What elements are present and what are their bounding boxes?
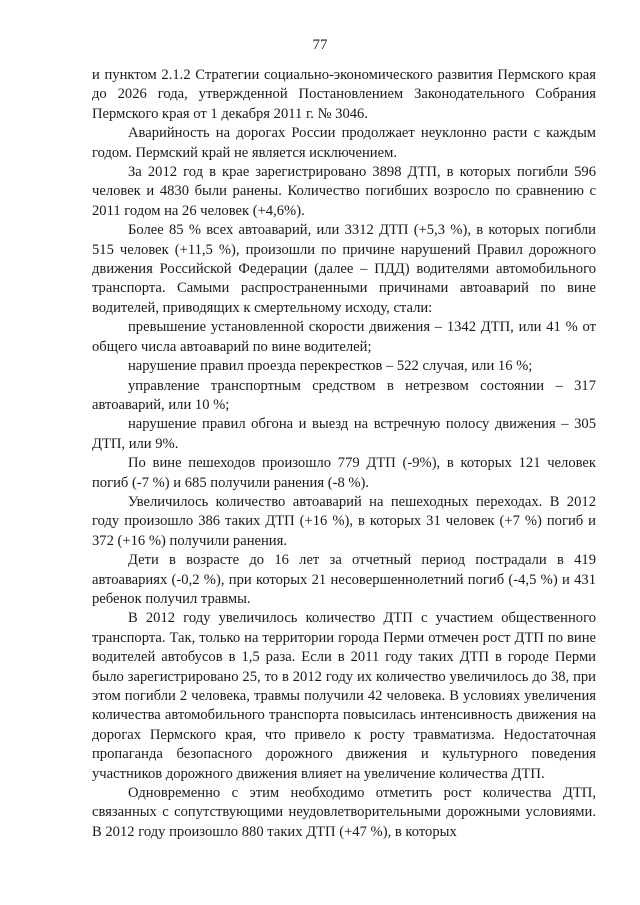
page-number: 77 — [312, 37, 328, 53]
paragraph-public-transport: В 2012 году увеличилось количество ДТП с участием общественного транспорта. Так, только на территории города Перми отмечен рост ДТП по вине водителей автобусов в 1,5 раза. Если в 2011 году таких ДТП в городе Перми было зарегистрировано 25, то в 2012 году их количество увеличилось до 38, при этом погибли 2 человека, травмы получили 42 человека. В условиях увеличения количества автомобильного транспорта повысилась интенсивность движения на дорогах Пермского края, что привело к росту травматизма. Недостаточная пропаганда безопасного дорожного движения и культурного поведения участников дорожного движения влияет на увеличение количества ДТП. — [92, 610, 596, 782]
paragraph-drunk-driving: управление транспортным средством в нетрезвом состоянии – 317 автоаварий, или 10 %; — [92, 377, 596, 413]
paragraph-pedestrians: По вине пешеходов произошло 779 ДТП (-9%), в которых 121 человек погиб (-7 %) и 685 получили ранения (-8 %). — [92, 455, 596, 491]
paragraph-children: Дети в возрасте до 16 лет за отчетный период пострадали в 419 автоавариях (-0,2 %), при которых 21 несовершеннолетний погиб (-4,5 %) и 431 ребенок получил травмы. — [92, 552, 596, 607]
document-body — [92, 66, 596, 842]
paragraph-road-conditions: Одновременно с этим необходимо отметить рост количества ДТП, связанных с сопутствующими неудовлетворительными дорожными условиями. В 2012 году произошло 880 таких ДТП (+47 %), в которых — [92, 785, 596, 840]
paragraph-crosswalks: Увеличилось количество автоаварий на пешеходных переходах. В 2012 году произошло 386 таких ДТП (+16 %), в которых 31 человек (+7 %) погиб и 372 (+16 %) получили ранения. — [92, 493, 596, 549]
paragraph-strategy-reference: и пунктом 2.1.2 Стратегии социально-экономического развития Пермского края до 2026 года, утвержденной Постановлением Законодательного Собрания Пермского края от 1 декабря 2011 г. № 3046. — [92, 67, 596, 122]
paragraph-accident-growth: Аварийность на дорогах России продолжает неуклонно расти с каждым годом. Пермский край не является исключением. — [92, 125, 596, 161]
paragraph-driver-violations: Более 85 % всех автоаварий, или 3312 ДТП (+5,3 %), в которых погибли 515 человек (+11,5 %), произошли по причине нарушений Правил дорожного движения Российской Федерации (далее – ПДД) водителями автомобильного транспорта. Самыми распространенными причинами автоаварий по вине водителей, приводящих к смертельному исходу, стали: — [92, 222, 596, 316]
paragraph-2012-totals: За 2012 год в крае зарегистрировано 3898 ДТП, в которых погибли 596 человек и 4830 были ранены. Количество погибших возросло по сравнению с 2011 годом на 26 человек (+4,6%). — [92, 164, 596, 219]
paragraph-intersections: нарушение правил проезда перекрестков – 522 случая, или 16 %; — [128, 358, 533, 375]
paragraph-speeding: превышение установленной скорости движения – 1342 ДТП, или 41 % от общего числа автоаварий по вине водителей; — [92, 319, 596, 355]
paragraph-overtaking: нарушение правил обгона и выезд на встречную полосу движения – 305 ДТП, или 9%. — [92, 416, 596, 452]
